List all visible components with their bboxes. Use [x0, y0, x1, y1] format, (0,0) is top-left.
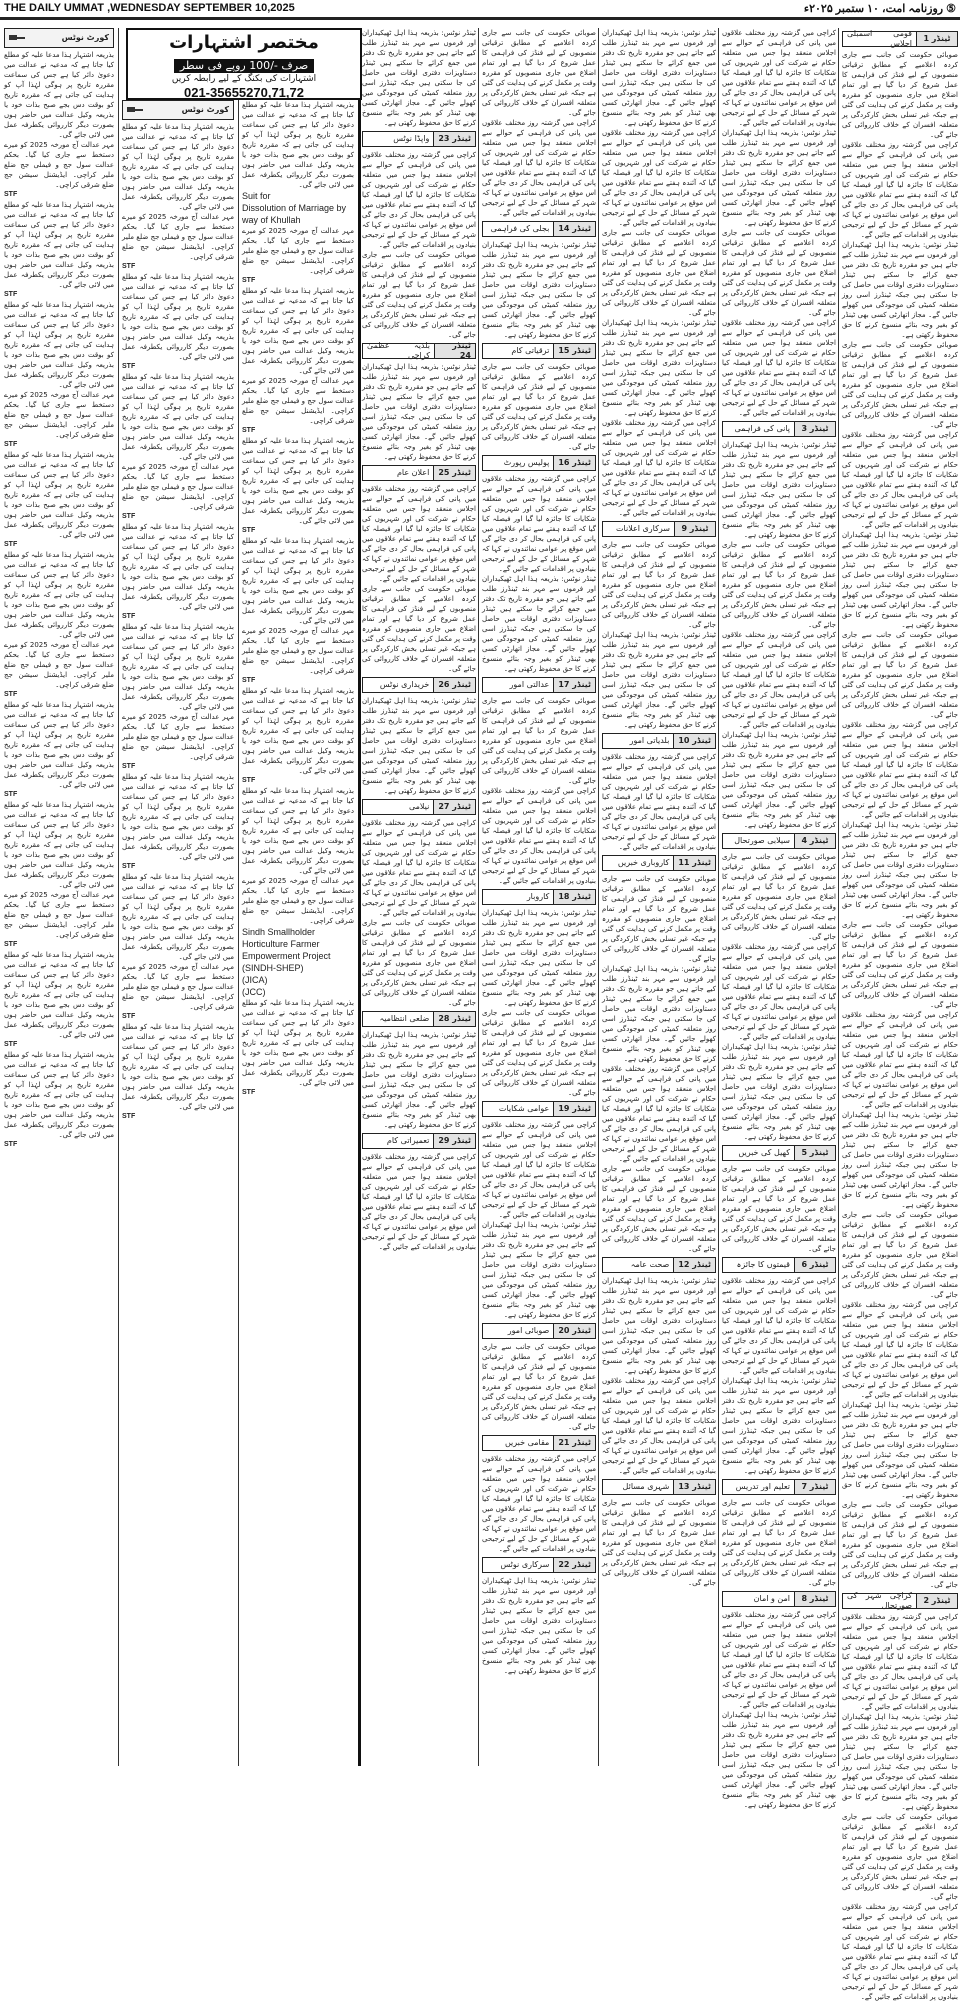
article-text: کراچی میں گزشتہ روز مختلف علاقوں میں پانی کی فراہمی کے حوالے سے اجلاس منعقد ہوا جس میں متعلقہ حکام نے شرکت کی اور شہریوں کی شکایات کا جائزہ لیا گیا اور فیصلہ کیا گیا کہ آئندہ ہفتے سے تمام علاقوں میں پانی کی فراہمی بحال کر دی جائے گی اس موقع پر عوامی نمائندوں نے کہا کہ شہر کے مسائل کے حل کے لیے ترجیحی بنیادوں پر اقدامات کیے جائیں گے۔	[602, 129, 716, 227]
notice-text: مہر عدالت آج مورخہ 2025 کو میرے دستخط سے جاری کیا گیا۔ بحکم عدالت سول جج و فیملی جج ضلع ملیر کراچی۔ ایڈیشنل سیشن جج ضلع شرقی کراچی۔	[242, 227, 354, 275]
article-text: کراچی میں گزشتہ روز مختلف علاقوں میں پانی کی فراہمی کے حوالے سے اجلاس منعقد ہوا جس میں متعلقہ حکام نے شرکت کی اور شہریوں کی شکایات کا جائزہ لیا گیا اور فیصلہ کیا گیا کہ آئندہ ہفتے سے تمام علاقوں میں پانی کی فراہمی بحال کر دی جائے گی اس موقع پر عوامی نمائندوں نے کہا کہ شہر کے مسائل کے حل کے لیے ترجیحی بنیادوں پر اقدامات کیے جائیں گے۔	[602, 1065, 716, 1163]
article-text: صوبائی حکومت کی جانب سے جاری کردہ اعلامیے کے مطابق ترقیاتی منصوبوں کے لیے فنڈز کی فراہمی کا عمل شروع کر دیا گیا ہے اور تمام اضلاع میں جاری منصوبوں کو مقررہ وقت پر مکمل کرنے کی ہدایت کی گئی ہے جبکہ غیر تسلی بخش کارکردگی پر متعلقہ افسران کے خلاف کارروائی کی جائے گی۔	[602, 1499, 716, 1587]
tender-box: ٹینڈر 9 سرکاری اعلانات	[602, 521, 716, 537]
english-notice: (SINDH-SHEP)	[242, 963, 304, 973]
stf-label: STF	[4, 791, 18, 798]
notice-text: بذریعہ اشتہار ہذا مدعا علیہ کو مطلع کیا جاتا ہے کہ مدعیہ نے عدالت میں دعویٰ دائر کیا ہے جس کی سماعت مقررہ تاریخ پر ہوگی لہٰذا آپ کو ہدایت کی جاتی ہے کہ مقررہ تاریخ کو بوقت دس بجے صبح بذات خود یا بذریعہ وکیل عدالت میں حاضر ہوں بصورت دیگر کارروائی یکطرفہ عمل میں لائی جائے گی۔	[4, 451, 114, 539]
article-text: ٹینڈر نوٹس: بذریعہ ہذا اہل ٹھیکیداران اور فرموں سے مہر بند ٹینڈرز طلب کیے جاتے ہیں جو مقررہ تاریخ تک دفتر میں جمع کرائے جا سکتے ہیں ٹینڈر دستاویزات دفتری اوقات میں حاصل کی جا سکتی ہیں جبکہ ٹینڈرز اسی روز متعلقہ کمیٹی کی موجودگی میں کھولے جائیں گے۔ مجاز اتھارٹی کسی بھی ٹینڈر کو بغیر وجہ بتائے منسوخ کرنے کا حق محفوظ رکھتی ہے۔	[482, 1577, 596, 1675]
tender-box: ٹینڈر 5 کھیل کی خبریں	[722, 1145, 836, 1161]
article-text: ٹینڈر نوٹس: بذریعہ ہذا اہل ٹھیکیداران اور فرموں سے مہر بند ٹینڈرز طلب کیے جاتے ہیں جو مقررہ تاریخ تک دفتر میں جمع کرائے جا سکتے ہیں ٹینڈر دستاویزات دفتری اوقات میں حاصل کی جا سکتی ہیں جبکہ ٹینڈرز اسی روز متعلقہ کمیٹی کی موجودگی میں کھولے جائیں گے۔ مجاز اتھارٹی کسی بھی ٹینڈر کو بغیر وجہ بتائے منسوخ کرنے کا حق محفوظ رکھتی ہے۔	[722, 1043, 836, 1141]
tender-box: ٹینڈر 25 اعلان عام	[362, 465, 476, 481]
article-text: صوبائی حکومت کی جانب سے جاری کردہ اعلامیے کے مطابق ترقیاتی منصوبوں کے لیے فنڈز کی فراہمی کا عمل شروع کر دیا گیا ہے اور تمام اضلاع میں جاری منصوبوں کو مقررہ وقت پر مکمل کرنے کی ہدایت کی گئی ہے جبکہ غیر تسلی بخش کارکردگی پر متعلقہ افسران کے خلاف کارروائی کی جائے گی۔	[842, 631, 958, 719]
tender-box: ٹینڈر 14 بجلی کی فراہمی	[482, 221, 596, 237]
notice-text: بذریعہ اشتہار ہذا مدعا علیہ کو مطلع کیا جاتا ہے کہ مدعیہ نے عدالت میں دعویٰ دائر کیا ہے جس کی سماعت مقررہ تاریخ پر ہوگی لہٰذا آپ کو ہدایت کی جاتی ہے کہ مقررہ تاریخ کو بوقت دس بجے صبح بذات خود یا بذریعہ وکیل عدالت میں حاضر ہوں بصورت دیگر کارروائی یکطرفہ عمل میں لائی جائے گی۔	[242, 287, 354, 375]
notice-text: بذریعہ اشتہار ہذا مدعا علیہ کو مطلع کیا جاتا ہے کہ مدعیہ نے عدالت میں دعویٰ دائر کیا ہے جس کی سماعت مقررہ تاریخ پر ہوگی لہٰذا آپ کو ہدایت کی جاتی ہے کہ مقررہ تاریخ کو بوقت دس بجے صبح بذات خود یا بذریعہ وکیل عدالت میں حاضر ہوں بصورت دیگر کارروائی یکطرفہ عمل میں لائی جائے گی۔	[122, 523, 234, 611]
column-divider	[598, 28, 599, 1766]
tender-box: ٹینڈر 18 کاروبار	[482, 889, 596, 905]
article-text: صوبائی حکومت کی جانب سے جاری کردہ اعلامیے کے مطابق ترقیاتی منصوبوں کے لیے فنڈز کی فراہمی کا عمل شروع کر دیا گیا ہے اور تمام اضلاع میں جاری منصوبوں کو مقررہ وقت پر مکمل کرنے کی ہدایت کی گئی ہے جبکہ غیر تسلی بخش کارکردگی پر متعلقہ افسران کے خلاف کارروائی کی جائے گی۔	[602, 541, 716, 629]
notice-text: بذریعہ اشتہار ہذا مدعا علیہ کو مطلع کیا جاتا ہے کہ مدعیہ نے عدالت میں دعویٰ دائر کیا ہے جس کی سماعت مقررہ تاریخ پر ہوگی لہٰذا آپ کو ہدایت کی جاتی ہے کہ مقررہ تاریخ کو بوقت دس بجے صبح بذات خود یا بذریعہ وکیل عدالت میں حاضر ہوں بصورت دیگر کارروائی یکطرفہ عمل میں لائی جائے گی۔	[4, 51, 114, 139]
notice-text: بذریعہ اشتہار ہذا مدعا علیہ کو مطلع کیا جاتا ہے کہ مدعیہ نے عدالت میں دعویٰ دائر کیا ہے جس کی سماعت مقررہ تاریخ پر ہوگی لہٰذا آپ کو ہدایت کی جاتی ہے کہ مقررہ تاریخ کو بوقت دس بجے صبح بذات خود یا بذریعہ وکیل عدالت میں حاضر ہوں بصورت دیگر کارروائی یکطرفہ عمل میں لائی جائے گی۔	[4, 801, 114, 889]
article-text: کراچی میں گزشتہ روز مختلف علاقوں میں پانی کی فراہمی کے حوالے سے اجلاس منعقد ہوا جس میں متعلقہ حکام نے شرکت کی اور شہریوں کی شکایات کا جائزہ لیا گیا اور فیصلہ کیا گیا کہ آئندہ ہفتے سے تمام علاقوں میں پانی کی فراہمی بحال کر دی جائے گی اس موقع پر عوامی نمائندوں نے کہا کہ شہر کے مسائل کے حل کے لیے ترجیحی بنیادوں پر اقدامات کیے جائیں گے۔	[842, 431, 958, 529]
tender-box: ٹینڈر 13 شہری مسائل	[602, 1479, 716, 1495]
article-text: صوبائی حکومت کی جانب سے جاری کردہ اعلامیے کے مطابق ترقیاتی منصوبوں کے لیے فنڈز کی فراہمی کا عمل شروع کر دیا گیا ہے اور تمام اضلاع میں جاری منصوبوں کو مقررہ وقت پر مکمل کرنے کی ہدایت کی گئی ہے جبکہ غیر تسلی بخش کارکردگی پر متعلقہ افسران کے خلاف کارروائی کی جائے گی۔	[482, 29, 596, 117]
article-text: کراچی میں گزشتہ روز مختلف علاقوں میں پانی کی فراہمی کے حوالے سے اجلاس منعقد ہوا جس میں متعلقہ حکام نے شرکت کی اور شہریوں کی شکایات کا جائزہ لیا گیا اور فیصلہ کیا گیا کہ آئندہ ہفتے سے تمام علاقوں میں پانی کی فراہمی بحال کر دی جائے گی اس موقع پر عوامی نمائندوں نے کہا کہ شہر کے مسائل کے حل کے لیے ترجیحی بنیادوں پر اقدامات کیے جائیں گے۔	[362, 819, 476, 917]
notice-text: مہر عدالت آج مورخہ 2025 کو میرے دستخط سے جاری کیا گیا۔ بحکم عدالت سول جج و فیملی جج ضلع ملیر کراچی۔ ایڈیشنل سیشن جج ضلع شرقی کراچی۔	[4, 641, 114, 689]
stf-label: STF	[4, 1141, 18, 1148]
column-divider	[478, 28, 479, 1766]
tender-box: ٹینڈر 11 کاروباری خبریں	[602, 855, 716, 871]
article-text: کراچی میں گزشتہ روز مختلف علاقوں میں پانی کی فراہمی کے حوالے سے اجلاس منعقد ہوا جس میں متعلقہ حکام نے شرکت کی اور شہریوں کی شکایات کا جائزہ لیا گیا اور فیصلہ کیا گیا کہ آئندہ ہفتے سے تمام علاقوں میں پانی کی فراہمی بحال کر دی جائے گی اس موقع پر عوامی نمائندوں نے کہا کہ شہر کے مسائل کے حل کے لیے ترجیحی بنیادوں پر اقدامات کیے جائیں گے۔	[482, 787, 596, 885]
english-notice: Horticulture Farmer	[242, 939, 320, 949]
notice-text: مہر عدالت آج مورخہ 2025 کو میرے دستخط سے جاری کیا گیا۔ بحکم عدالت سول جج و فیملی جج ضلع ملیر کراچی۔ ایڈیشنل سیشن جج ضلع شرقی کراچی۔	[242, 377, 354, 425]
notice-text: مہر عدالت آج مورخہ 2025 کو میرے دستخط سے جاری کیا گیا۔ بحکم عدالت سول جج و فیملی جج ضلع ملیر کراچی۔ ایڈیشنل سیشن جج ضلع شرقی کراچی۔	[122, 213, 234, 261]
article-text: کراچی میں گزشتہ روز مختلف علاقوں میں پانی کی فراہمی کے حوالے سے اجلاس منعقد ہوا جس میں متعلقہ حکام نے شرکت کی اور شہریوں کی شکایات کا جائزہ لیا گیا اور فیصلہ کیا گیا کہ آئندہ ہفتے سے تمام علاقوں میں پانی کی فراہمی بحال کر دی جائے گی اس موقع پر عوامی نمائندوں نے کہا کہ شہر کے مسائل کے حل کے لیے ترجیحی بنیادوں پر اقدامات کیے جائیں گے۔	[722, 1277, 836, 1375]
tender-box: ٹینڈر 3 پانی کی فراہمی	[722, 421, 836, 437]
article-text: صوبائی حکومت کی جانب سے جاری کردہ اعلامیے کے مطابق ترقیاتی منصوبوں کے لیے فنڈز کی فراہمی کا عمل شروع کر دیا گیا ہے اور تمام اضلاع میں جاری منصوبوں کو مقررہ وقت پر مکمل کرنے کی ہدایت کی گئی ہے جبکہ غیر تسلی بخش کارکردگی پر متعلقہ افسران کے خلاف کارروائی کی جائے گی۔	[842, 51, 958, 139]
notice-text: بذریعہ اشتہار ہذا مدعا علیہ کو مطلع کیا جاتا ہے کہ مدعیہ نے عدالت میں دعویٰ دائر کیا ہے جس کی سماعت مقررہ تاریخ پر ہوگی لہٰذا آپ کو ہدایت کی جاتی ہے کہ مقررہ تاریخ کو بوقت دس بجے صبح بذات خود یا بذریعہ وکیل عدالت میں حاضر ہوں بصورت دیگر کارروائی یکطرفہ عمل میں لائی جائے گی۔	[4, 951, 114, 1039]
article-text: کراچی میں گزشتہ روز مختلف علاقوں میں پانی کی فراہمی کے حوالے سے اجلاس منعقد ہوا جس میں متعلقہ حکام نے شرکت کی اور شہریوں کی شکایات کا جائزہ لیا گیا اور فیصلہ کیا گیا کہ آئندہ ہفتے سے تمام علاقوں میں پانی کی فراہمی بحال کر دی جائے گی اس موقع پر عوامی نمائندوں نے کہا کہ شہر کے مسائل کے حل کے لیے ترجیحی بنیادوں پر اقدامات کیے جائیں گے۔	[362, 1153, 476, 1251]
column-divider	[718, 28, 719, 1766]
notice-text: بذریعہ اشتہار ہذا مدعا علیہ کو مطلع کیا جاتا ہے کہ مدعیہ نے عدالت میں دعویٰ دائر کیا ہے جس کی سماعت مقررہ تاریخ پر ہوگی لہٰذا آپ کو ہدایت کی جاتی ہے کہ مقررہ تاریخ کو بوقت دس بجے صبح بذات خود یا بذریعہ وکیل عدالت میں حاضر ہوں بصورت دیگر کارروائی یکطرفہ عمل میں لائی جائے گی۔	[122, 873, 234, 961]
notice-text: بذریعہ اشتہار ہذا مدعا علیہ کو مطلع کیا جاتا ہے کہ مدعیہ نے عدالت میں دعویٰ دائر کیا ہے جس کی سماعت مقررہ تاریخ پر ہوگی لہٰذا آپ کو ہدایت کی جاتی ہے کہ مقررہ تاریخ کو بوقت دس بجے صبح بذات خود یا بذریعہ وکیل عدالت میں حاضر ہوں بصورت دیگر کارروائی یکطرفہ عمل میں لائی جائے گی۔	[242, 787, 354, 875]
article-text: کراچی میں گزشتہ روز مختلف علاقوں میں پانی کی فراہمی کے حوالے سے اجلاس منعقد ہوا جس میں متعلقہ حکام نے شرکت کی اور شہریوں کی شکایات کا جائزہ لیا گیا اور فیصلہ کیا گیا کہ آئندہ ہفتے سے تمام علاقوں میں پانی کی فراہمی بحال کر دی جائے گی اس موقع پر عوامی نمائندوں نے کہا کہ شہر کے مسائل کے حل کے لیے ترجیحی بنیادوں پر اقدامات کیے جائیں گے۔	[482, 1121, 596, 1219]
article-text: صوبائی حکومت کی جانب سے جاری کردہ اعلامیے کے مطابق ترقیاتی منصوبوں کے لیے فنڈز کی فراہمی کا عمل شروع کر دیا گیا ہے اور تمام اضلاع میں جاری منصوبوں کو مقررہ وقت پر مکمل کرنے کی ہدایت کی گئی ہے جبکہ غیر تسلی بخش کارکردگی پر متعلقہ افسران کے خلاف کارروائی کی جائے گی۔	[362, 919, 476, 1007]
english-notice: Sindh Smallholder	[242, 927, 316, 937]
tender-box: ٹینڈر 29 تعمیراتی کام	[362, 1133, 476, 1149]
notice-text: بذریعہ اشتہار ہذا مدعا علیہ کو مطلع کیا جاتا ہے کہ مدعیہ نے عدالت میں دعویٰ دائر کیا ہے جس کی سماعت مقررہ تاریخ پر ہوگی لہٰذا آپ کو ہدایت کی جاتی ہے کہ مقررہ تاریخ کو بوقت دس بجے صبح بذات خود یا بذریعہ وکیل عدالت میں حاضر ہوں بصورت دیگر کارروائی یکطرفہ عمل میں لائی جائے گی۔	[122, 773, 234, 861]
article-text: کراچی میں گزشتہ روز مختلف علاقوں میں پانی کی فراہمی کے حوالے سے اجلاس منعقد ہوا جس میں متعلقہ حکام نے شرکت کی اور شہریوں کی شکایات کا جائزہ لیا گیا اور فیصلہ کیا گیا کہ آئندہ ہفتے سے تمام علاقوں میں پانی کی فراہمی بحال کر دی جائے گی اس موقع پر عوامی نمائندوں نے کہا کہ شہر کے مسائل کے حل کے لیے ترجیحی بنیادوں پر اقدامات کیے جائیں گے۔	[722, 29, 836, 127]
article-text: ٹینڈر نوٹس: بذریعہ ہذا اہل ٹھیکیداران اور فرموں سے مہر بند ٹینڈرز طلب کیے جاتے ہیں جو مقررہ تاریخ تک دفتر میں جمع کرائے جا سکتے ہیں ٹینڈر دستاویزات دفتری اوقات میں حاصل کی جا سکتی ہیں جبکہ ٹینڈرز اسی روز متعلقہ کمیٹی کی موجودگی میں کھولے جائیں گے۔ مجاز اتھارٹی کسی بھی ٹینڈر کو بغیر وجہ بتائے منسوخ کرنے کا حق محفوظ رکھتی ہے۔	[842, 1111, 958, 1209]
article-text: ٹینڈر نوٹس: بذریعہ ہذا اہل ٹھیکیداران اور فرموں سے مہر بند ٹینڈرز طلب کیے جاتے ہیں جو مقررہ تاریخ تک دفتر میں جمع کرائے جا سکتے ہیں ٹینڈر دستاویزات دفتری اوقات میں حاصل کی جا سکتی ہیں جبکہ ٹینڈرز اسی روز متعلقہ کمیٹی کی موجودگی میں کھولے جائیں گے۔ مجاز اتھارٹی کسی بھی ٹینڈر کو بغیر وجہ بتائے منسوخ کرنے کا حق محفوظ رکھتی ہے۔	[362, 29, 476, 127]
tender-box: ٹینڈر 15 ترقیاتی کام	[482, 343, 596, 359]
article-text: کراچی میں گزشتہ روز مختلف علاقوں میں پانی کی فراہمی کے حوالے سے اجلاس منعقد ہوا جس میں متعلقہ حکام نے شرکت کی اور شہریوں کی شکایات کا جائزہ لیا گیا اور فیصلہ کیا گیا کہ آئندہ ہفتے سے تمام علاقوں میں پانی کی فراہمی بحال کر دی جائے گی اس موقع پر عوامی نمائندوں نے کہا کہ شہر کے مسائل کے حل کے لیے ترجیحی بنیادوں پر اقدامات کیے جائیں گے۔	[482, 1455, 596, 1553]
notice-text: مہر عدالت آج مورخہ 2025 کو میرے دستخط سے جاری کیا گیا۔ بحکم عدالت سول جج و فیملی جج ضلع ملیر کراچی۔ ایڈیشنل سیشن جج ضلع شرقی کراچی۔	[122, 463, 234, 511]
notice-text: مہر عدالت آج مورخہ 2025 کو میرے دستخط سے جاری کیا گیا۔ بحکم عدالت سول جج و فیملی جج ضلع ملیر کراچی۔ ایڈیشنل سیشن جج ضلع شرقی کراچی۔	[4, 391, 114, 439]
tender-box: ٹینڈر 19 عوامی شکایات	[482, 1101, 596, 1117]
article-text: کراچی میں گزشتہ روز مختلف علاقوں میں پانی کی فراہمی کے حوالے سے اجلاس منعقد ہوا جس میں متعلقہ حکام نے شرکت کی اور شہریوں کی شکایات کا جائزہ لیا گیا اور فیصلہ کیا گیا کہ آئندہ ہفتے سے تمام علاقوں میں پانی کی فراہمی بحال کر دی جائے گی اس موقع پر عوامی نمائندوں نے کہا کہ شہر کے مسائل کے حل کے لیے ترجیحی بنیادوں پر اقدامات کیے جائیں گے۔	[482, 475, 596, 573]
tender-box: ٹینڈر 10 بلدیاتی امور	[602, 733, 716, 749]
article-text: ٹینڈر نوٹس: بذریعہ ہذا اہل ٹھیکیداران اور فرموں سے مہر بند ٹینڈرز طلب کیے جاتے ہیں جو مقررہ تاریخ تک دفتر میں جمع کرائے جا سکتے ہیں ٹینڈر دستاویزات دفتری اوقات میں حاصل کی جا سکتی ہیں جبکہ ٹینڈرز اسی روز متعلقہ کمیٹی کی موجودگی میں کھولے جائیں گے۔ مجاز اتھارٹی کسی بھی ٹینڈر کو بغیر وجہ بتائے منسوخ کرنے کا حق محفوظ رکھتی ہے۔	[482, 241, 596, 339]
notice-text: بذریعہ اشتہار ہذا مدعا علیہ کو مطلع کیا جاتا ہے کہ مدعیہ نے عدالت میں دعویٰ دائر کیا ہے جس کی سماعت مقررہ تاریخ پر ہوگی لہٰذا آپ کو ہدایت کی جاتی ہے کہ مقررہ تاریخ کو بوقت دس بجے صبح بذات خود یا بذریعہ وکیل عدالت میں حاضر ہوں بصورت دیگر کارروائی یکطرفہ عمل میں لائی جائے گی۔	[122, 123, 234, 211]
gavel-icon	[9, 33, 25, 43]
column-divider-bold	[358, 28, 361, 1766]
stf-label: STF	[4, 191, 18, 198]
article-text: صوبائی حکومت کی جانب سے جاری کردہ اعلامیے کے مطابق ترقیاتی منصوبوں کے لیے فنڈز کی فراہمی کا عمل شروع کر دیا گیا ہے اور تمام اضلاع میں جاری منصوبوں کو مقررہ وقت پر مکمل کرنے کی ہدایت کی گئی ہے جبکہ غیر تسلی بخش کارکردگی پر متعلقہ افسران کے خلاف کارروائی کی جائے گی۔	[362, 251, 476, 339]
page-header	[4, 0, 956, 16]
stf-label: STF	[4, 291, 18, 298]
article-text: کراچی میں گزشتہ روز مختلف علاقوں میں پانی کی فراہمی کے حوالے سے اجلاس منعقد ہوا جس میں متعلقہ حکام نے شرکت کی اور شہریوں کی شکایات کا جائزہ لیا گیا اور فیصلہ کیا گیا کہ آئندہ ہفتے سے تمام علاقوں میں پانی کی فراہمی بحال کر دی جائے گی اس موقع پر عوامی نمائندوں نے کہا کہ شہر کے مسائل کے حل کے لیے ترجیحی بنیادوں پر اقدامات کیے جائیں گے۔	[362, 485, 476, 583]
tender-box: ٹینڈر 28 ضلعی انتظامیہ	[362, 1011, 476, 1027]
article-text: کراچی میں گزشتہ روز مختلف علاقوں میں پانی کی فراہمی کے حوالے سے اجلاس منعقد ہوا جس میں متعلقہ حکام نے شرکت کی اور شہریوں کی شکایات کا جائزہ لیا گیا اور فیصلہ کیا گیا کہ آئندہ ہفتے سے تمام علاقوں میں پانی کی فراہمی بحال کر دی جائے گی اس موقع پر عوامی نمائندوں نے کہا کہ شہر کے مسائل کے حل کے لیے ترجیحی بنیادوں پر اقدامات کیے جائیں گے۔	[722, 631, 836, 729]
article-text: صوبائی حکومت کی جانب سے جاری کردہ اعلامیے کے مطابق ترقیاتی منصوبوں کے لیے فنڈز کی فراہمی کا عمل شروع کر دیا گیا ہے اور تمام اضلاع میں جاری منصوبوں کو مقررہ وقت پر مکمل کرنے کی ہدایت کی گئی ہے جبکہ غیر تسلی بخش کارکردگی پر متعلقہ افسران کے خلاف کارروائی کی جائے گی۔	[482, 1009, 596, 1097]
notice-text: بذریعہ اشتہار ہذا مدعا علیہ کو مطلع کیا جاتا ہے کہ مدعیہ نے عدالت میں دعویٰ دائر کیا ہے جس کی سماعت مقررہ تاریخ پر ہوگی لہٰذا آپ کو ہدایت کی جاتی ہے کہ مقررہ تاریخ کو بوقت دس بجے صبح بذات خود یا بذریعہ وکیل عدالت میں حاضر ہوں بصورت دیگر کارروائی یکطرفہ عمل میں لائی جائے گی۔	[122, 273, 234, 361]
gavel-icon	[127, 105, 143, 115]
article-text: کراچی میں گزشتہ روز مختلف علاقوں میں پانی کی فراہمی کے حوالے سے اجلاس منعقد ہوا جس میں متعلقہ حکام نے شرکت کی اور شہریوں کی شکایات کا جائزہ لیا گیا اور فیصلہ کیا گیا کہ آئندہ ہفتے سے تمام علاقوں میں پانی کی فراہمی بحال کر دی جائے گی اس موقع پر عوامی نمائندوں نے کہا کہ شہر کے مسائل کے حل کے لیے ترجیحی بنیادوں پر اقدامات کیے جائیں گے۔	[362, 151, 476, 249]
stf-label: STF	[122, 1113, 136, 1120]
notice-text: مہر عدالت آج مورخہ 2025 کو میرے دستخط سے جاری کیا گیا۔ بحکم عدالت سول جج و فیملی جج ضلع ملیر کراچی۔ ایڈیشنل سیشن جج ضلع شرقی کراچی۔	[122, 713, 234, 761]
column-7	[122, 100, 234, 1766]
classified-ads-banner	[126, 28, 362, 100]
masthead-english: THE DAILY UMMAT ,WEDNESDAY SEPTEMBER 10,2025	[4, 2, 295, 14]
stf-label: STF	[122, 1013, 136, 1020]
notice-text: مہر عدالت آج مورخہ 2025 کو میرے دستخط سے جاری کیا گیا۔ بحکم عدالت سول جج و فیملی جج ضلع ملیر کراچی۔ ایڈیشنل سیشن جج ضلع شرقی کراچی۔	[242, 877, 354, 925]
notice-text: بذریعہ اشتہار ہذا مدعا علیہ کو مطلع کیا جاتا ہے کہ مدعیہ نے عدالت میں دعویٰ دائر کیا ہے جس کی سماعت مقررہ تاریخ پر ہوگی لہٰذا آپ کو ہدایت کی جاتی ہے کہ مقررہ تاریخ کو بوقت دس بجے صبح بذات خود یا بذریعہ وکیل عدالت میں حاضر ہوں بصورت دیگر کارروائی یکطرفہ عمل میں لائی جائے گی۔	[122, 373, 234, 461]
article-text: ٹینڈر نوٹس: بذریعہ ہذا اہل ٹھیکیداران اور فرموں سے مہر بند ٹینڈرز طلب کیے جاتے ہیں جو مقررہ تاریخ تک دفتر میں جمع کرائے جا سکتے ہیں ٹینڈر دستاویزات دفتری اوقات میں حاصل کی جا سکتی ہیں جبکہ ٹینڈرز اسی روز متعلقہ کمیٹی کی موجودگی میں کھولے جائیں گے۔ مجاز اتھارٹی کسی بھی ٹینڈر کو بغیر وجہ بتائے منسوخ کرنے کا حق محفوظ رکھتی ہے۔	[842, 1713, 958, 1811]
notice-text: بذریعہ اشتہار ہذا مدعا علیہ کو مطلع کیا جاتا ہے کہ مدعیہ نے عدالت میں دعویٰ دائر کیا ہے جس کی سماعت مقررہ تاریخ پر ہوگی لہٰذا آپ کو ہدایت کی جاتی ہے کہ مقررہ تاریخ کو بوقت دس بجے صبح بذات خود یا بذریعہ وکیل عدالت میں حاضر ہوں بصورت دیگر کارروائی یکطرفہ عمل میں لائی جائے گی۔	[242, 999, 354, 1087]
article-text: صوبائی حکومت کی جانب سے جاری کردہ اعلامیے کے مطابق ترقیاتی منصوبوں کے لیے فنڈز کی فراہمی کا عمل شروع کر دیا گیا ہے اور تمام اضلاع میں جاری منصوبوں کو مقررہ وقت پر مکمل کرنے کی ہدایت کی گئی ہے جبکہ غیر تسلی بخش کارکردگی پر متعلقہ افسران کے خلاف کارروائی کی جائے گی۔	[722, 1165, 836, 1253]
article-text: صوبائی حکومت کی جانب سے جاری کردہ اعلامیے کے مطابق ترقیاتی منصوبوں کے لیے فنڈز کی فراہمی کا عمل شروع کر دیا گیا ہے اور تمام اضلاع میں جاری منصوبوں کو مقررہ وقت پر مکمل کرنے کی ہدایت کی گئی ہے جبکہ غیر تسلی بخش کارکردگی پر متعلقہ افسران کے خلاف کارروائی کی جائے گی۔	[602, 229, 716, 317]
article-text: ٹینڈر نوٹس: بذریعہ ہذا اہل ٹھیکیداران اور فرموں سے مہر بند ٹینڈرز طلب کیے جاتے ہیں جو مقررہ تاریخ تک دفتر میں جمع کرائے جا سکتے ہیں ٹینڈر دستاویزات دفتری اوقات میں حاصل کی جا سکتی ہیں جبکہ ٹینڈرز اسی روز متعلقہ کمیٹی کی موجودگی میں کھولے جائیں گے۔ مجاز اتھارٹی کسی بھی ٹینڈر کو بغیر وجہ بتائے منسوخ کرنے کا حق محفوظ رکھتی ہے۔	[602, 319, 716, 417]
english-notice: Suit for	[242, 191, 271, 201]
tender-box: ٹینڈر 26 خریداری نوٹس	[362, 677, 476, 693]
article-text: صوبائی حکومت کی جانب سے جاری کردہ اعلامیے کے مطابق ترقیاتی منصوبوں کے لیے فنڈز کی فراہمی کا عمل شروع کر دیا گیا ہے اور تمام اضلاع میں جاری منصوبوں کو مقررہ وقت پر مکمل کرنے کی ہدایت کی گئی ہے جبکہ غیر تسلی بخش کارکردگی پر متعلقہ افسران کے خلاف کارروائی کی جائے گی۔	[362, 585, 476, 673]
tender-box: ٹینڈر 7 تعلیم اور تدریس	[722, 1479, 836, 1495]
article-text: کراچی میں گزشتہ روز مختلف علاقوں میں پانی کی فراہمی کے حوالے سے اجلاس منعقد ہوا جس میں متعلقہ حکام نے شرکت کی اور شہریوں کی شکایات کا جائزہ لیا گیا اور فیصلہ کیا گیا کہ آئندہ ہفتے سے تمام علاقوں میں پانی کی فراہمی بحال کر دی جائے گی اس موقع پر عوامی نمائندوں نے کہا کہ شہر کے مسائل کے حل کے لیے ترجیحی بنیادوں پر اقدامات کیے جائیں گے۔	[482, 119, 596, 217]
article-text: ٹینڈر نوٹس: بذریعہ ہذا اہل ٹھیکیداران اور فرموں سے مہر بند ٹینڈرز طلب کیے جاتے ہیں جو مقررہ تاریخ تک دفتر میں جمع کرائے جا سکتے ہیں ٹینڈر دستاویزات دفتری اوقات میں حاصل کی جا سکتی ہیں جبکہ ٹینڈرز اسی روز متعلقہ کمیٹی کی موجودگی میں کھولے جائیں گے۔ مجاز اتھارٹی کسی بھی ٹینڈر کو بغیر وجہ بتائے منسوخ کرنے کا حق محفوظ رکھتی ہے۔	[362, 1031, 476, 1129]
tender-box: ٹینڈر 17 عدالتی امور	[482, 677, 596, 693]
column-6	[242, 100, 354, 1766]
article-text: کراچی میں گزشتہ روز مختلف علاقوں میں پانی کی فراہمی کے حوالے سے اجلاس منعقد ہوا جس میں متعلقہ حکام نے شرکت کی اور شہریوں کی شکایات کا جائزہ لیا گیا اور فیصلہ کیا گیا کہ آئندہ ہفتے سے تمام علاقوں میں پانی کی فراہمی بحال کر دی جائے گی اس موقع پر عوامی نمائندوں نے کہا کہ شہر کے مسائل کے حل کے لیے ترجیحی بنیادوں پر اقدامات کیے جائیں گے۔	[842, 1613, 958, 1711]
stf-label: STF	[242, 777, 256, 784]
stf-label: STF	[242, 527, 256, 534]
article-text: کراچی میں گزشتہ روز مختلف علاقوں میں پانی کی فراہمی کے حوالے سے اجلاس منعقد ہوا جس میں متعلقہ حکام نے شرکت کی اور شہریوں کی شکایات کا جائزہ لیا گیا اور فیصلہ کیا گیا کہ آئندہ ہفتے سے تمام علاقوں میں پانی کی فراہمی بحال کر دی جائے گی اس موقع پر عوامی نمائندوں نے کہا کہ شہر کے مسائل کے حل کے لیے ترجیحی بنیادوں پر اقدامات کیے جائیں گے۔	[722, 1611, 836, 1709]
tender-box: ٹینڈر 27 نیلامی	[362, 799, 476, 815]
tender-box: ٹینڈر 21 مقامی خبریں	[482, 1435, 596, 1451]
article-text: صوبائی حکومت کی جانب سے جاری کردہ اعلامیے کے مطابق ترقیاتی منصوبوں کے لیے فنڈز کی فراہمی کا عمل شروع کر دیا گیا ہے اور تمام اضلاع میں جاری منصوبوں کو مقررہ وقت پر مکمل کرنے کی ہدایت کی گئی ہے جبکہ غیر تسلی بخش کارکردگی پر متعلقہ افسران کے خلاف کارروائی کی جائے گی۔	[842, 341, 958, 429]
ad-phone: 021-35655270,71,72	[183, 85, 304, 100]
article-text: ٹینڈر نوٹس: بذریعہ ہذا اہل ٹھیکیداران اور فرموں سے مہر بند ٹینڈرز طلب کیے جاتے ہیں جو مقررہ تاریخ تک دفتر میں جمع کرائے جا سکتے ہیں ٹینڈر دستاویزات دفتری اوقات میں حاصل کی جا سکتی ہیں جبکہ ٹینڈرز اسی روز متعلقہ کمیٹی کی موجودگی میں کھولے جائیں گے۔ مجاز اتھارٹی کسی بھی ٹینڈر کو بغیر وجہ بتائے منسوخ کرنے کا حق محفوظ رکھتی ہے۔	[482, 909, 596, 1007]
article-text: کراچی میں گزشتہ روز مختلف علاقوں میں پانی کی فراہمی کے حوالے سے اجلاس منعقد ہوا جس میں متعلقہ حکام نے شرکت کی اور شہریوں کی شکایات کا جائزہ لیا گیا اور فیصلہ کیا گیا کہ آئندہ ہفتے سے تمام علاقوں میں پانی کی فراہمی بحال کر دی جائے گی اس موقع پر عوامی نمائندوں نے کہا کہ شہر کے مسائل کے حل کے لیے ترجیحی بنیادوں پر اقدامات کیے جائیں گے۔	[602, 419, 716, 517]
notice-text: مہر عدالت آج مورخہ 2025 کو میرے دستخط سے جاری کیا گیا۔ بحکم عدالت سول جج و فیملی جج ضلع ملیر کراچی۔ ایڈیشنل سیشن جج ضلع شرقی کراچی۔	[4, 891, 114, 939]
column-1	[842, 28, 958, 2001]
notice-text: مہر عدالت آج مورخہ 2025 کو میرے دستخط سے جاری کیا گیا۔ بحکم عدالت سول جج و فیملی جج ضلع ملیر کراچی۔ ایڈیشنل سیشن جج ضلع شرقی کراچی۔	[242, 627, 354, 675]
column-4	[482, 28, 596, 1766]
column-divider	[238, 28, 239, 1766]
english-notice: Dissolution of Marriage by way of Khullah	[242, 203, 347, 225]
notice-text: بذریعہ اشتہار ہذا مدعا علیہ کو مطلع کیا جاتا ہے کہ مدعیہ نے عدالت میں دعویٰ دائر کیا ہے جس کی سماعت مقررہ تاریخ پر ہوگی لہٰذا آپ کو ہدایت کی جاتی ہے کہ مقررہ تاریخ کو بوقت دس بجے صبح بذات خود یا بذریعہ وکیل عدالت میں حاضر ہوں بصورت دیگر کارروائی یکطرفہ عمل میں لائی جائے گی۔	[4, 1051, 114, 1139]
article-text: کراچی میں گزشتہ روز مختلف علاقوں میں پانی کی فراہمی کے حوالے سے اجلاس منعقد ہوا جس میں متعلقہ حکام نے شرکت کی اور شہریوں کی شکایات کا جائزہ لیا گیا اور فیصلہ کیا گیا کہ آئندہ ہفتے سے تمام علاقوں میں پانی کی فراہمی بحال کر دی جائے گی اس موقع پر عوامی نمائندوں نے کہا کہ شہر کے مسائل کے حل کے لیے ترجیحی بنیادوں پر اقدامات کیے جائیں گے۔	[722, 943, 836, 1041]
tender-box: ٹینڈر 24 بلدیہ عظمیٰ کراچی	[362, 343, 476, 359]
article-text: ٹینڈر نوٹس: بذریعہ ہذا اہل ٹھیکیداران اور فرموں سے مہر بند ٹینڈرز طلب کیے جاتے ہیں جو مقررہ تاریخ تک دفتر میں جمع کرائے جا سکتے ہیں ٹینڈر دستاویزات دفتری اوقات میں حاصل کی جا سکتی ہیں جبکہ ٹینڈرز اسی روز متعلقہ کمیٹی کی موجودگی میں کھولے جائیں گے۔ مجاز اتھارٹی کسی بھی ٹینڈر کو بغیر وجہ بتائے منسوخ کرنے کا حق محفوظ رکھتی ہے۔	[482, 1221, 596, 1319]
tender-box: ٹینڈر 1 قومی اسمبلی اجلاس	[842, 31, 958, 47]
stf-label: STF	[242, 1089, 256, 1096]
tender-box: ٹینڈر 22 سرکاری نوٹس	[482, 1557, 596, 1573]
notice-text: بذریعہ اشتہار ہذا مدعا علیہ کو مطلع کیا جاتا ہے کہ مدعیہ نے عدالت میں دعویٰ دائر کیا ہے جس کی سماعت مقررہ تاریخ پر ہوگی لہٰذا آپ کو ہدایت کی جاتی ہے کہ مقررہ تاریخ کو بوقت دس بجے صبح بذات خود یا بذریعہ وکیل عدالت میں حاضر ہوں بصورت دیگر کارروائی یکطرفہ عمل میں لائی جائے گی۔	[122, 623, 234, 711]
stf-label: STF	[4, 1041, 18, 1048]
article-text: صوبائی حکومت کی جانب سے جاری کردہ اعلامیے کے مطابق ترقیاتی منصوبوں کے لیے فنڈز کی فراہمی کا عمل شروع کر دیا گیا ہے اور تمام اضلاع میں جاری منصوبوں کو مقررہ وقت پر مکمل کرنے کی ہدایت کی گئی ہے جبکہ غیر تسلی بخش کارکردگی پر متعلقہ افسران کے خلاف کارروائی کی جائے گی۔	[482, 363, 596, 451]
stf-label: STF	[242, 427, 256, 434]
stf-label: STF	[4, 941, 18, 948]
article-text: ٹینڈر نوٹس: بذریعہ ہذا اہل ٹھیکیداران اور فرموں سے مہر بند ٹینڈرز طلب کیے جاتے ہیں جو مقررہ تاریخ تک دفتر میں جمع کرائے جا سکتے ہیں ٹینڈر دستاویزات دفتری اوقات میں حاصل کی جا سکتی ہیں جبکہ ٹینڈرز اسی روز متعلقہ کمیٹی کی موجودگی میں کھولے جائیں گے۔ مجاز اتھارٹی کسی بھی ٹینڈر کو بغیر وجہ بتائے منسوخ کرنے کا حق محفوظ رکھتی ہے۔	[602, 631, 716, 729]
article-text: صوبائی حکومت کی جانب سے جاری کردہ اعلامیے کے مطابق ترقیاتی منصوبوں کے لیے فنڈز کی فراہمی کا عمل شروع کر دیا گیا ہے اور تمام اضلاع میں جاری منصوبوں کو مقررہ وقت پر مکمل کرنے کی ہدایت کی گئی ہے جبکہ غیر تسلی بخش کارکردگی پر متعلقہ افسران کے خلاف کارروائی کی جائے گی۔	[602, 1165, 716, 1253]
article-text: صوبائی حکومت کی جانب سے جاری کردہ اعلامیے کے مطابق ترقیاتی منصوبوں کے لیے فنڈز کی فراہمی کا عمل شروع کر دیا گیا ہے اور تمام اضلاع میں جاری منصوبوں کو مقررہ وقت پر مکمل کرنے کی ہدایت کی گئی ہے جبکہ غیر تسلی بخش کارکردگی پر متعلقہ افسران کے خلاف کارروائی کی جائے گی۔	[722, 1499, 836, 1587]
tender-box: ٹینڈر 6 قیمتوں کا جائزہ	[722, 1257, 836, 1273]
article-text: ٹینڈر نوٹس: بذریعہ ہذا اہل ٹھیکیداران اور فرموں سے مہر بند ٹینڈرز طلب کیے جاتے ہیں جو مقررہ تاریخ تک دفتر میں جمع کرائے جا سکتے ہیں ٹینڈر دستاویزات دفتری اوقات میں حاصل کی جا سکتی ہیں جبکہ ٹینڈرز اسی روز متعلقہ کمیٹی کی موجودگی میں کھولے جائیں گے۔ مجاز اتھارٹی کسی بھی ٹینڈر کو بغیر وجہ بتائے منسوخ کرنے کا حق محفوظ رکھتی ہے۔	[722, 441, 836, 539]
notice-text: بذریعہ اشتہار ہذا مدعا علیہ کو مطلع کیا جاتا ہے کہ مدعیہ نے عدالت میں دعویٰ دائر کیا ہے جس کی سماعت مقررہ تاریخ پر ہوگی لہٰذا آپ کو ہدایت کی جاتی ہے کہ مقررہ تاریخ کو بوقت دس بجے صبح بذات خود یا بذریعہ وکیل عدالت میں حاضر ہوں بصورت دیگر کارروائی یکطرفہ عمل میں لائی جائے گی۔	[242, 101, 354, 189]
stf-label: STF	[122, 513, 136, 520]
article-text: کراچی میں گزشتہ روز مختلف علاقوں میں پانی کی فراہمی کے حوالے سے اجلاس منعقد ہوا جس میں متعلقہ حکام نے شرکت کی اور شہریوں کی شکایات کا جائزہ لیا گیا اور فیصلہ کیا گیا کہ آئندہ ہفتے سے تمام علاقوں میں پانی کی فراہمی بحال کر دی جائے گی اس موقع پر عوامی نمائندوں نے کہا کہ شہر کے مسائل کے حل کے لیے ترجیحی بنیادوں پر اقدامات کیے جائیں گے۔	[842, 1301, 958, 1399]
column-2	[722, 28, 836, 1809]
article-text: ٹینڈر نوٹس: بذریعہ ہذا اہل ٹھیکیداران اور فرموں سے مہر بند ٹینڈرز طلب کیے جاتے ہیں جو مقررہ تاریخ تک دفتر میں جمع کرائے جا سکتے ہیں ٹینڈر دستاویزات دفتری اوقات میں حاصل کی جا سکتی ہیں جبکہ ٹینڈرز اسی روز متعلقہ کمیٹی کی موجودگی میں کھولے جائیں گے۔ مجاز اتھارٹی کسی بھی ٹینڈر کو بغیر وجہ بتائے منسوخ کرنے کا حق محفوظ رکھتی ہے۔	[602, 965, 716, 1063]
notice-text: بذریعہ اشتہار ہذا مدعا علیہ کو مطلع کیا جاتا ہے کہ مدعیہ نے عدالت میں دعویٰ دائر کیا ہے جس کی سماعت مقررہ تاریخ پر ہوگی لہٰذا آپ کو ہدایت کی جاتی ہے کہ مقررہ تاریخ کو بوقت دس بجے صبح بذات خود یا بذریعہ وکیل عدالت میں حاضر ہوں بصورت دیگر کارروائی یکطرفہ عمل میں لائی جائے گی۔	[4, 701, 114, 789]
article-text: صوبائی حکومت کی جانب سے جاری کردہ اعلامیے کے مطابق ترقیاتی منصوبوں کے لیے فنڈز کی فراہمی کا عمل شروع کر دیا گیا ہے اور تمام اضلاع میں جاری منصوبوں کو مقررہ وقت پر مکمل کرنے کی ہدایت کی گئی ہے جبکہ غیر تسلی بخش کارکردگی پر متعلقہ افسران کے خلاف کارروائی کی جائے گی۔	[482, 1343, 596, 1431]
stf-label: STF	[4, 441, 18, 448]
stf-label: STF	[122, 763, 136, 770]
article-text: ٹینڈر نوٹس: بذریعہ ہذا اہل ٹھیکیداران اور فرموں سے مہر بند ٹینڈرز طلب کیے جاتے ہیں جو مقررہ تاریخ تک دفتر میں جمع کرائے جا سکتے ہیں ٹینڈر دستاویزات دفتری اوقات میں حاصل کی جا سکتی ہیں جبکہ ٹینڈرز اسی روز متعلقہ کمیٹی کی موجودگی میں کھولے جائیں گے۔ مجاز اتھارٹی کسی بھی ٹینڈر کو بغیر وجہ بتائے منسوخ کرنے کا حق محفوظ رکھتی ہے۔	[842, 241, 958, 339]
ad-rate: صرف -/100 روپے فی سطر	[174, 59, 314, 73]
stf-label: STF	[122, 613, 136, 620]
article-text: کراچی میں گزشتہ روز مختلف علاقوں میں پانی کی فراہمی کے حوالے سے اجلاس منعقد ہوا جس میں متعلقہ حکام نے شرکت کی اور شہریوں کی شکایات کا جائزہ لیا گیا اور فیصلہ کیا گیا کہ آئندہ ہفتے سے تمام علاقوں میں پانی کی فراہمی بحال کر دی جائے گی اس موقع پر عوامی نمائندوں نے کہا کہ شہر کے مسائل کے حل کے لیے ترجیحی بنیادوں پر اقدامات کیے جائیں گے۔	[842, 1011, 958, 1109]
stf-label: STF	[242, 677, 256, 684]
notice-text: بذریعہ اشتہار ہذا مدعا علیہ کو مطلع کیا جاتا ہے کہ مدعیہ نے عدالت میں دعویٰ دائر کیا ہے جس کی سماعت مقررہ تاریخ پر ہوگی لہٰذا آپ کو ہدایت کی جاتی ہے کہ مقررہ تاریخ کو بوقت دس بجے صبح بذات خود یا بذریعہ وکیل عدالت میں حاضر ہوں بصورت دیگر کارروائی یکطرفہ عمل میں لائی جائے گی۔	[242, 437, 354, 525]
stf-label: STF	[122, 863, 136, 870]
tender-box: ٹینڈر 12 صحت عامہ	[602, 1257, 716, 1273]
stf-label: STF	[242, 277, 256, 284]
notice-text: بذریعہ اشتہار ہذا مدعا علیہ کو مطلع کیا جاتا ہے کہ مدعیہ نے عدالت میں دعویٰ دائر کیا ہے جس کی سماعت مقررہ تاریخ پر ہوگی لہٰذا آپ کو ہدایت کی جاتی ہے کہ مقررہ تاریخ کو بوقت دس بجے صبح بذات خود یا بذریعہ وکیل عدالت میں حاضر ہوں بصورت دیگر کارروائی یکطرفہ عمل میں لائی جائے گی۔	[242, 537, 354, 625]
english-notice: Empowerment Project	[242, 951, 331, 961]
article-text: صوبائی حکومت کی جانب سے جاری کردہ اعلامیے کے مطابق ترقیاتی منصوبوں کے لیے فنڈز کی فراہمی کا عمل شروع کر دیا گیا ہے اور تمام اضلاع میں جاری منصوبوں کو مقررہ وقت پر مکمل کرنے کی ہدایت کی گئی ہے جبکہ غیر تسلی بخش کارکردگی پر متعلقہ افسران کے خلاف کارروائی کی جائے گی۔	[842, 1813, 958, 1901]
notice-text: بذریعہ اشتہار ہذا مدعا علیہ کو مطلع کیا جاتا ہے کہ مدعیہ نے عدالت میں دعویٰ دائر کیا ہے جس کی سماعت مقررہ تاریخ پر ہوگی لہٰذا آپ کو ہدایت کی جاتی ہے کہ مقررہ تاریخ کو بوقت دس بجے صبح بذات خود یا بذریعہ وکیل عدالت میں حاضر ہوں بصورت دیگر کارروائی یکطرفہ عمل میں لائی جائے گی۔	[4, 551, 114, 639]
english-notice: (JICA)	[242, 975, 268, 985]
article-text: ٹینڈر نوٹس: بذریعہ ہذا اہل ٹھیکیداران اور فرموں سے مہر بند ٹینڈرز طلب کیے جاتے ہیں جو مقررہ تاریخ تک دفتر میں جمع کرائے جا سکتے ہیں ٹینڈر دستاویزات دفتری اوقات میں حاصل کی جا سکتی ہیں جبکہ ٹینڈرز اسی روز متعلقہ کمیٹی کی موجودگی میں کھولے جائیں گے۔ مجاز اتھارٹی کسی بھی ٹینڈر کو بغیر وجہ بتائے منسوخ کرنے کا حق محفوظ رکھتی ہے۔	[842, 531, 958, 629]
ad-booking-text: اشتہارات کی بکنگ کے لیے رابطہ کریں	[171, 74, 317, 84]
article-text: ٹینڈر نوٹس: بذریعہ ہذا اہل ٹھیکیداران اور فرموں سے مہر بند ٹینڈرز طلب کیے جاتے ہیں جو مقررہ تاریخ تک دفتر میں جمع کرائے جا سکتے ہیں ٹینڈر دستاویزات دفتری اوقات میں حاصل کی جا سکتی ہیں جبکہ ٹینڈرز اسی روز متعلقہ کمیٹی کی موجودگی میں کھولے جائیں گے۔ مجاز اتھارٹی کسی بھی ٹینڈر کو بغیر وجہ بتائے منسوخ کرنے کا حق محفوظ رکھتی ہے۔	[842, 821, 958, 919]
notice-text: بذریعہ اشتہار ہذا مدعا علیہ کو مطلع کیا جاتا ہے کہ مدعیہ نے عدالت میں دعویٰ دائر کیا ہے جس کی سماعت مقررہ تاریخ پر ہوگی لہٰذا آپ کو ہدایت کی جاتی ہے کہ مقررہ تاریخ کو بوقت دس بجے صبح بذات خود یا بذریعہ وکیل عدالت میں حاضر ہوں بصورت دیگر کارروائی یکطرفہ عمل میں لائی جائے گی۔	[4, 201, 114, 289]
court-notice-header: کورٹ نوٹس	[4, 28, 114, 48]
header-rule	[0, 17, 960, 20]
article-text: ٹینڈر نوٹس: بذریعہ ہذا اہل ٹھیکیداران اور فرموں سے مہر بند ٹینڈرز طلب کیے جاتے ہیں جو مقررہ تاریخ تک دفتر میں جمع کرائے جا سکتے ہیں ٹینڈر دستاویزات دفتری اوقات میں حاصل کی جا سکتی ہیں جبکہ ٹینڈرز اسی روز متعلقہ کمیٹی کی موجودگی میں کھولے جائیں گے۔ مجاز اتھارٹی کسی بھی ٹینڈر کو بغیر وجہ بتائے منسوخ کرنے کا حق محفوظ رکھتی ہے۔	[482, 575, 596, 673]
tender-box: ٹینڈر 23 واپڈا نوٹس	[362, 131, 476, 147]
ad-title: مختصر اشتہارات	[169, 32, 319, 53]
article-text: کراچی میں گزشتہ روز مختلف علاقوں میں پانی کی فراہمی کے حوالے سے اجلاس منعقد ہوا جس میں متعلقہ حکام نے شرکت کی اور شہریوں کی شکایات کا جائزہ لیا گیا اور فیصلہ کیا گیا کہ آئندہ ہفتے سے تمام علاقوں میں پانی کی فراہمی بحال کر دی جائے گی اس موقع پر عوامی نمائندوں نے کہا کہ شہر کے مسائل کے حل کے لیے ترجیحی بنیادوں پر اقدامات کیے جائیں گے۔	[602, 753, 716, 851]
column-divider	[118, 28, 119, 1766]
notice-text: بذریعہ اشتہار ہذا مدعا علیہ کو مطلع کیا جاتا ہے کہ مدعیہ نے عدالت میں دعویٰ دائر کیا ہے جس کی سماعت مقررہ تاریخ پر ہوگی لہٰذا آپ کو ہدایت کی جاتی ہے کہ مقررہ تاریخ کو بوقت دس بجے صبح بذات خود یا بذریعہ وکیل عدالت میں حاضر ہوں بصورت دیگر کارروائی یکطرفہ عمل میں لائی جائے گی۔	[4, 301, 114, 389]
article-text: صوبائی حکومت کی جانب سے جاری کردہ اعلامیے کے مطابق ترقیاتی منصوبوں کے لیے فنڈز کی فراہمی کا عمل شروع کر دیا گیا ہے اور تمام اضلاع میں جاری منصوبوں کو مقررہ وقت پر مکمل کرنے کی ہدایت کی گئی ہے جبکہ غیر تسلی بخش کارکردگی پر متعلقہ افسران کے خلاف کارروائی کی جائے گی۔	[722, 541, 836, 629]
stf-label: STF	[4, 691, 18, 698]
tender-box: ٹینڈر 8 امن و امان	[722, 1591, 836, 1607]
article-text: کراچی میں گزشتہ روز مختلف علاقوں میں پانی کی فراہمی کے حوالے سے اجلاس منعقد ہوا جس میں متعلقہ حکام نے شرکت کی اور شہریوں کی شکایات کا جائزہ لیا گیا اور فیصلہ کیا گیا کہ آئندہ ہفتے سے تمام علاقوں میں پانی کی فراہمی بحال کر دی جائے گی اس موقع پر عوامی نمائندوں نے کہا کہ شہر کے مسائل کے حل کے لیے ترجیحی بنیادوں پر اقدامات کیے جائیں گے۔	[842, 1903, 958, 2001]
article-text: ٹینڈر نوٹس: بذریعہ ہذا اہل ٹھیکیداران اور فرموں سے مہر بند ٹینڈرز طلب کیے جاتے ہیں جو مقررہ تاریخ تک دفتر میں جمع کرائے جا سکتے ہیں ٹینڈر دستاویزات دفتری اوقات میں حاصل کی جا سکتی ہیں جبکہ ٹینڈرز اسی روز متعلقہ کمیٹی کی موجودگی میں کھولے جائیں گے۔ مجاز اتھارٹی کسی بھی ٹینڈر کو بغیر وجہ بتائے منسوخ کرنے کا حق محفوظ رکھتی ہے۔	[722, 129, 836, 227]
article-text: ٹینڈر نوٹس: بذریعہ ہذا اہل ٹھیکیداران اور فرموں سے مہر بند ٹینڈرز طلب کیے جاتے ہیں جو مقررہ تاریخ تک دفتر میں جمع کرائے جا سکتے ہیں ٹینڈر دستاویزات دفتری اوقات میں حاصل کی جا سکتی ہیں جبکہ ٹینڈرز اسی روز متعلقہ کمیٹی کی موجودگی میں کھولے جائیں گے۔ مجاز اتھارٹی کسی بھی ٹینڈر کو بغیر وجہ بتائے منسوخ کرنے کا حق محفوظ رکھتی ہے۔	[602, 29, 716, 127]
article-text: صوبائی حکومت کی جانب سے جاری کردہ اعلامیے کے مطابق ترقیاتی منصوبوں کے لیے فنڈز کی فراہمی کا عمل شروع کر دیا گیا ہے اور تمام اضلاع میں جاری منصوبوں کو مقررہ وقت پر مکمل کرنے کی ہدایت کی گئی ہے جبکہ غیر تسلی بخش کارکردگی پر متعلقہ افسران کے خلاف کارروائی کی جائے گی۔	[842, 921, 958, 1009]
article-text: ٹینڈر نوٹس: بذریعہ ہذا اہل ٹھیکیداران اور فرموں سے مہر بند ٹینڈرز طلب کیے جاتے ہیں جو مقررہ تاریخ تک دفتر میں جمع کرائے جا سکتے ہیں ٹینڈر دستاویزات دفتری اوقات میں حاصل کی جا سکتی ہیں جبکہ ٹینڈرز اسی روز متعلقہ کمیٹی کی موجودگی میں کھولے جائیں گے۔ مجاز اتھارٹی کسی بھی ٹینڈر کو بغیر وجہ بتائے منسوخ کرنے کا حق محفوظ رکھتی ہے۔	[722, 731, 836, 829]
court-notice-header: کورٹ نوٹس	[122, 100, 234, 120]
english-notice: (JCC)	[242, 987, 266, 997]
tender-box: ٹینڈر 2 کراچی شہر کی صورتحال	[842, 1593, 958, 1609]
column-8	[4, 28, 114, 1766]
column-5	[362, 28, 476, 1766]
column-divider	[838, 28, 839, 1766]
article-text: صوبائی حکومت کی جانب سے جاری کردہ اعلامیے کے مطابق ترقیاتی منصوبوں کے لیے فنڈز کی فراہمی کا عمل شروع کر دیا گیا ہے اور تمام اضلاع میں جاری منصوبوں کو مقررہ وقت پر مکمل کرنے کی ہدایت کی گئی ہے جبکہ غیر تسلی بخش کارکردگی پر متعلقہ افسران کے خلاف کارروائی کی جائے گی۔	[482, 697, 596, 785]
article-text: ٹینڈر نوٹس: بذریعہ ہذا اہل ٹھیکیداران اور فرموں سے مہر بند ٹینڈرز طلب کیے جاتے ہیں جو مقررہ تاریخ تک دفتر میں جمع کرائے جا سکتے ہیں ٹینڈر دستاویزات دفتری اوقات میں حاصل کی جا سکتی ہیں جبکہ ٹینڈرز اسی روز متعلقہ کمیٹی کی موجودگی میں کھولے جائیں گے۔ مجاز اتھارٹی کسی بھی ٹینڈر کو بغیر وجہ بتائے منسوخ کرنے کا حق محفوظ رکھتی ہے۔	[722, 1377, 836, 1475]
article-text: صوبائی حکومت کی جانب سے جاری کردہ اعلامیے کے مطابق ترقیاتی منصوبوں کے لیے فنڈز کی فراہمی کا عمل شروع کر دیا گیا ہے اور تمام اضلاع میں جاری منصوبوں کو مقررہ وقت پر مکمل کرنے کی ہدایت کی گئی ہے جبکہ غیر تسلی بخش کارکردگی پر متعلقہ افسران کے خلاف کارروائی کی جائے گی۔	[602, 875, 716, 963]
column-3	[602, 28, 716, 1766]
tender-box: ٹینڈر 4 سیلابی صورتحال	[722, 833, 836, 849]
stf-label: STF	[122, 263, 136, 270]
tender-box: ٹینڈر 20 صوبائی امور	[482, 1323, 596, 1339]
article-text: کراچی میں گزشتہ روز مختلف علاقوں میں پانی کی فراہمی کے حوالے سے اجلاس منعقد ہوا جس میں متعلقہ حکام نے شرکت کی اور شہریوں کی شکایات کا جائزہ لیا گیا اور فیصلہ کیا گیا کہ آئندہ ہفتے سے تمام علاقوں میں پانی کی فراہمی بحال کر دی جائے گی اس موقع پر عوامی نمائندوں نے کہا کہ شہر کے مسائل کے حل کے لیے ترجیحی بنیادوں پر اقدامات کیے جائیں گے۔	[842, 141, 958, 239]
notice-text: بذریعہ اشتہار ہذا مدعا علیہ کو مطلع کیا جاتا ہے کہ مدعیہ نے عدالت میں دعویٰ دائر کیا ہے جس کی سماعت مقررہ تاریخ پر ہوگی لہٰذا آپ کو ہدایت کی جاتی ہے کہ مقررہ تاریخ کو بوقت دس بجے صبح بذات خود یا بذریعہ وکیل عدالت میں حاضر ہوں بصورت دیگر کارروائی یکطرفہ عمل میں لائی جائے گی۔	[122, 1023, 234, 1111]
article-text: ٹینڈر نوٹس: بذریعہ ہذا اہل ٹھیکیداران اور فرموں سے مہر بند ٹینڈرز طلب کیے جاتے ہیں جو مقررہ تاریخ تک دفتر میں جمع کرائے جا سکتے ہیں ٹینڈر دستاویزات دفتری اوقات میں حاصل کی جا سکتی ہیں جبکہ ٹینڈرز اسی روز متعلقہ کمیٹی کی موجودگی میں کھولے جائیں گے۔ مجاز اتھارٹی کسی بھی ٹینڈر کو بغیر وجہ بتائے منسوخ کرنے کا حق محفوظ رکھتی ہے۔	[842, 1401, 958, 1499]
stf-label: STF	[122, 363, 136, 370]
article-text: کراچی میں گزشتہ روز مختلف علاقوں میں پانی کی فراہمی کے حوالے سے اجلاس منعقد ہوا جس میں متعلقہ حکام نے شرکت کی اور شہریوں کی شکایات کا جائزہ لیا گیا اور فیصلہ کیا گیا کہ آئندہ ہفتے سے تمام علاقوں میں پانی کی فراہمی بحال کر دی جائے گی اس موقع پر عوامی نمائندوں نے کہا کہ شہر کے مسائل کے حل کے لیے ترجیحی بنیادوں پر اقدامات کیے جائیں گے۔	[842, 721, 958, 819]
article-text: صوبائی حکومت کی جانب سے جاری کردہ اعلامیے کے مطابق ترقیاتی منصوبوں کے لیے فنڈز کی فراہمی کا عمل شروع کر دیا گیا ہے اور تمام اضلاع میں جاری منصوبوں کو مقررہ وقت پر مکمل کرنے کی ہدایت کی گئی ہے جبکہ غیر تسلی بخش کارکردگی پر متعلقہ افسران کے خلاف کارروائی کی جائے گی۔	[842, 1211, 958, 1299]
article-text: صوبائی حکومت کی جانب سے جاری کردہ اعلامیے کے مطابق ترقیاتی منصوبوں کے لیے فنڈز کی فراہمی کا عمل شروع کر دیا گیا ہے اور تمام اضلاع میں جاری منصوبوں کو مقررہ وقت پر مکمل کرنے کی ہدایت کی گئی ہے جبکہ غیر تسلی بخش کارکردگی پر متعلقہ افسران کے خلاف کارروائی کی جائے گی۔	[722, 229, 836, 317]
article-text: کراچی میں گزشتہ روز مختلف علاقوں میں پانی کی فراہمی کے حوالے سے اجلاس منعقد ہوا جس میں متعلقہ حکام نے شرکت کی اور شہریوں کی شکایات کا جائزہ لیا گیا اور فیصلہ کیا گیا کہ آئندہ ہفتے سے تمام علاقوں میں پانی کی فراہمی بحال کر دی جائے گی اس موقع پر عوامی نمائندوں نے کہا کہ شہر کے مسائل کے حل کے لیے ترجیحی بنیادوں پر اقدامات کیے جائیں گے۔	[722, 319, 836, 417]
article-text: صوبائی حکومت کی جانب سے جاری کردہ اعلامیے کے مطابق ترقیاتی منصوبوں کے لیے فنڈز کی فراہمی کا عمل شروع کر دیا گیا ہے اور تمام اضلاع میں جاری منصوبوں کو مقررہ وقت پر مکمل کرنے کی ہدایت کی گئی ہے جبکہ غیر تسلی بخش کارکردگی پر متعلقہ افسران کے خلاف کارروائی کی جائے گی۔	[842, 1501, 958, 1589]
notice-text: بذریعہ اشتہار ہذا مدعا علیہ کو مطلع کیا جاتا ہے کہ مدعیہ نے عدالت میں دعویٰ دائر کیا ہے جس کی سماعت مقررہ تاریخ پر ہوگی لہٰذا آپ کو ہدایت کی جاتی ہے کہ مقررہ تاریخ کو بوقت دس بجے صبح بذات خود یا بذریعہ وکیل عدالت میں حاضر ہوں بصورت دیگر کارروائی یکطرفہ عمل میں لائی جائے گی۔	[242, 687, 354, 775]
article-text: صوبائی حکومت کی جانب سے جاری کردہ اعلامیے کے مطابق ترقیاتی منصوبوں کے لیے فنڈز کی فراہمی کا عمل شروع کر دیا گیا ہے اور تمام اضلاع میں جاری منصوبوں کو مقررہ وقت پر مکمل کرنے کی ہدایت کی گئی ہے جبکہ غیر تسلی بخش کارکردگی پر متعلقہ افسران کے خلاف کارروائی کی جائے گی۔	[722, 853, 836, 941]
notice-text: مہر عدالت آج مورخہ 2025 کو میرے دستخط سے جاری کیا گیا۔ بحکم عدالت سول جج و فیملی جج ضلع ملیر کراچی۔ ایڈیشنل سیشن جج ضلع شرقی کراچی۔	[122, 963, 234, 1011]
masthead-urdu: ⑤ روزنامہ امت، ۱۰ ستمبر ۲۰۲۵ء	[803, 2, 956, 15]
article-text: ٹینڈر نوٹس: بذریعہ ہذا اہل ٹھیکیداران اور فرموں سے مہر بند ٹینڈرز طلب کیے جاتے ہیں جو مقررہ تاریخ تک دفتر میں جمع کرائے جا سکتے ہیں ٹینڈر دستاویزات دفتری اوقات میں حاصل کی جا سکتی ہیں جبکہ ٹینڈرز اسی روز متعلقہ کمیٹی کی موجودگی میں کھولے جائیں گے۔ مجاز اتھارٹی کسی بھی ٹینڈر کو بغیر وجہ بتائے منسوخ کرنے کا حق محفوظ رکھتی ہے۔	[362, 363, 476, 461]
article-text: ٹینڈر نوٹس: بذریعہ ہذا اہل ٹھیکیداران اور فرموں سے مہر بند ٹینڈرز طلب کیے جاتے ہیں جو مقررہ تاریخ تک دفتر میں جمع کرائے جا سکتے ہیں ٹینڈر دستاویزات دفتری اوقات میں حاصل کی جا سکتی ہیں جبکہ ٹینڈرز اسی روز متعلقہ کمیٹی کی موجودگی میں کھولے جائیں گے۔ مجاز اتھارٹی کسی بھی ٹینڈر کو بغیر وجہ بتائے منسوخ کرنے کا حق محفوظ رکھتی ہے۔	[722, 1711, 836, 1809]
article-text: ٹینڈر نوٹس: بذریعہ ہذا اہل ٹھیکیداران اور فرموں سے مہر بند ٹینڈرز طلب کیے جاتے ہیں جو مقررہ تاریخ تک دفتر میں جمع کرائے جا سکتے ہیں ٹینڈر دستاویزات دفتری اوقات میں حاصل کی جا سکتی ہیں جبکہ ٹینڈرز اسی روز متعلقہ کمیٹی کی موجودگی میں کھولے جائیں گے۔ مجاز اتھارٹی کسی بھی ٹینڈر کو بغیر وجہ بتائے منسوخ کرنے کا حق محفوظ رکھتی ہے۔	[602, 1277, 716, 1375]
notice-text: مہر عدالت آج مورخہ 2025 کو میرے دستخط سے جاری کیا گیا۔ بحکم عدالت سول جج و فیملی جج ضلع ملیر کراچی۔ ایڈیشنل سیشن جج ضلع شرقی کراچی۔	[4, 141, 114, 189]
stf-label: STF	[4, 541, 18, 548]
article-text: ٹینڈر نوٹس: بذریعہ ہذا اہل ٹھیکیداران اور فرموں سے مہر بند ٹینڈرز طلب کیے جاتے ہیں جو مقررہ تاریخ تک دفتر میں جمع کرائے جا سکتے ہیں ٹینڈر دستاویزات دفتری اوقات میں حاصل کی جا سکتی ہیں جبکہ ٹینڈرز اسی روز متعلقہ کمیٹی کی موجودگی میں کھولے جائیں گے۔ مجاز اتھارٹی کسی بھی ٹینڈر کو بغیر وجہ بتائے منسوخ کرنے کا حق محفوظ رکھتی ہے۔	[362, 697, 476, 795]
article-text: کراچی میں گزشتہ روز مختلف علاقوں میں پانی کی فراہمی کے حوالے سے اجلاس منعقد ہوا جس میں متعلقہ حکام نے شرکت کی اور شہریوں کی شکایات کا جائزہ لیا گیا اور فیصلہ کیا گیا کہ آئندہ ہفتے سے تمام علاقوں میں پانی کی فراہمی بحال کر دی جائے گی اس موقع پر عوامی نمائندوں نے کہا کہ شہر کے مسائل کے حل کے لیے ترجیحی بنیادوں پر اقدامات کیے جائیں گے۔	[602, 1377, 716, 1475]
tender-box: ٹینڈر 16 پولیس رپورٹ	[482, 455, 596, 471]
